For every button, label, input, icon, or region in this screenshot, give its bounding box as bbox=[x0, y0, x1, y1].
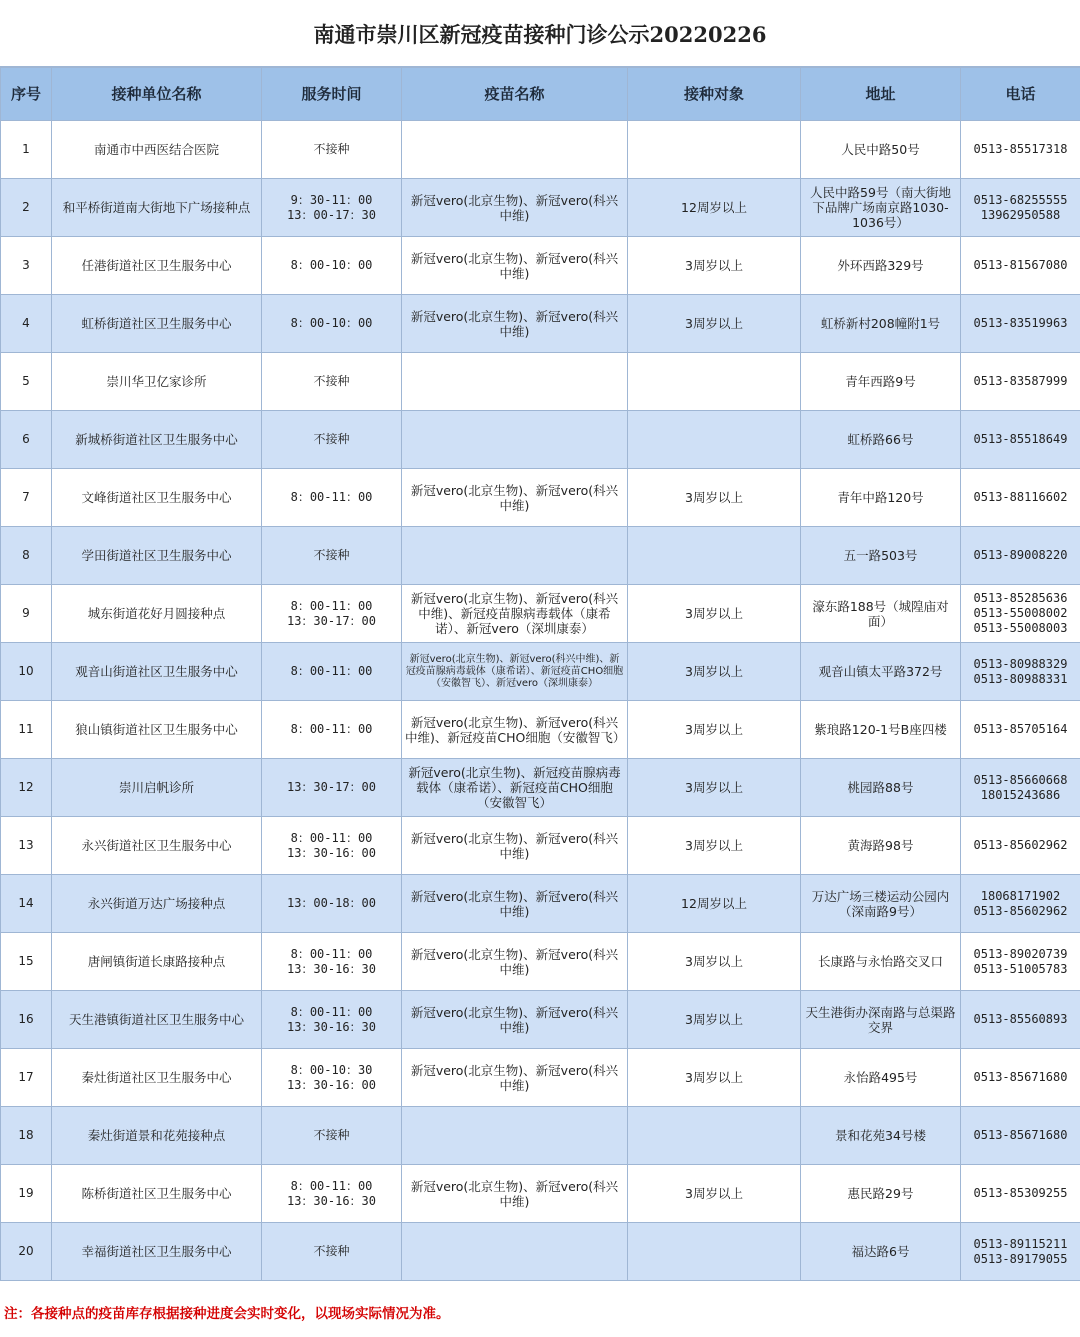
row-number: 2 bbox=[1, 179, 52, 237]
unit-name: 唐闸镇街道长康路接种点 bbox=[52, 933, 262, 991]
target-group: 3周岁以上 bbox=[628, 237, 801, 295]
table-row bbox=[1, 701, 1080, 759]
address: 桃园路88号 bbox=[801, 759, 961, 817]
table-row bbox=[1, 1223, 1080, 1281]
phone bbox=[961, 1107, 1080, 1165]
service-time-line: 8：00-11：00 bbox=[290, 664, 373, 678]
vaccine-name: 新冠vero(北京生物)、新冠vero(科兴中维)、新冠疫苗腺病毒载体（康希诺）、新冠vero（深圳康泰） bbox=[402, 585, 628, 643]
service-time bbox=[262, 411, 402, 469]
row-number: 7 bbox=[1, 469, 52, 527]
address: 青年中路120号 bbox=[801, 469, 961, 527]
service-time-line: 13：00-17：30 bbox=[286, 207, 377, 222]
unit-name: 秦灶街道景和花苑接种点 bbox=[52, 1107, 262, 1165]
service-time-line: 13：30-16：30 bbox=[286, 1193, 377, 1208]
table-row bbox=[1, 817, 1080, 875]
service-time-line: 不接种 bbox=[313, 1244, 350, 1258]
header-phone: 电话 bbox=[961, 68, 1080, 121]
header-unit-name: 接种单位名称 bbox=[52, 68, 262, 121]
header-target: 接种对象 bbox=[628, 68, 801, 121]
phone-line: 0513-55008002 bbox=[973, 606, 1068, 620]
vaccine-name: 新冠vero(北京生物)、新冠vero(科兴中维) bbox=[402, 295, 628, 353]
vaccine-name: 新冠vero(北京生物)、新冠vero(科兴中维) bbox=[402, 875, 628, 933]
table-row bbox=[1, 933, 1080, 991]
service-time bbox=[262, 237, 402, 295]
service-time-line: 8：00-11：00 bbox=[290, 830, 373, 845]
service-time bbox=[262, 1107, 402, 1165]
target-group: 3周岁以上 bbox=[628, 643, 801, 701]
table-row bbox=[1, 759, 1080, 817]
table-row bbox=[1, 875, 1080, 933]
address: 天生港街办深南路与总渠路交界 bbox=[801, 991, 961, 1049]
unit-name: 虹桥街道社区卫生服务中心 bbox=[52, 295, 262, 353]
unit-name: 永兴街道万达广场接种点 bbox=[52, 875, 262, 933]
service-time-line: 不接种 bbox=[313, 1128, 350, 1142]
phone-line: 18015243686 bbox=[980, 787, 1061, 802]
row-number: 4 bbox=[1, 295, 52, 353]
table-header-row bbox=[1, 68, 1080, 121]
service-time bbox=[262, 701, 402, 759]
row-number: 17 bbox=[1, 1049, 52, 1107]
service-time-line: 8：00-10：30 bbox=[290, 1062, 373, 1077]
unit-name: 文峰街道社区卫生服务中心 bbox=[52, 469, 262, 527]
header-vaccine-name: 疫苗名称 bbox=[402, 68, 628, 121]
target-group: 3周岁以上 bbox=[628, 585, 801, 643]
vaccine-name: 新冠vero(北京生物)、新冠vero(科兴中维)、新冠疫苗CHO细胞（安徽智飞） bbox=[402, 701, 628, 759]
target-group bbox=[628, 411, 801, 469]
row-number: 20 bbox=[1, 1223, 52, 1281]
service-time-line: 13：30-16：00 bbox=[286, 845, 377, 860]
service-time bbox=[262, 179, 402, 237]
row-number: 8 bbox=[1, 527, 52, 585]
service-time-line: 8：00-10：00 bbox=[290, 316, 373, 330]
service-time-line: 8：00-11：00 bbox=[290, 1178, 373, 1193]
target-group bbox=[628, 121, 801, 179]
address: 永怡路495号 bbox=[801, 1049, 961, 1107]
service-time-line: 13：30-16：00 bbox=[286, 1077, 377, 1092]
vaccine-name: 新冠vero(北京生物)、新冠vero(科兴中维) bbox=[402, 469, 628, 527]
table-row bbox=[1, 585, 1080, 643]
phone-line: 0513-83587999 bbox=[973, 374, 1068, 388]
service-time-line: 8：00-11：00 bbox=[290, 1004, 373, 1019]
phone bbox=[961, 527, 1080, 585]
address: 五一路503号 bbox=[801, 527, 961, 585]
table-body bbox=[1, 121, 1080, 1281]
unit-name: 南通市中西医结合医院 bbox=[52, 121, 262, 179]
target-group: 3周岁以上 bbox=[628, 1165, 801, 1223]
service-time bbox=[262, 1165, 402, 1223]
table-row bbox=[1, 1165, 1080, 1223]
phone-line: 0513-55008003 bbox=[973, 621, 1068, 635]
vaccine-name: 新冠vero(北京生物)、新冠疫苗腺病毒载体（康希诺）、新冠疫苗CHO细胞（安徽智飞） bbox=[402, 759, 628, 817]
address: 青年西路9号 bbox=[801, 353, 961, 411]
vaccination-table bbox=[0, 67, 1080, 1281]
target-group: 3周岁以上 bbox=[628, 933, 801, 991]
row-number: 19 bbox=[1, 1165, 52, 1223]
target-group: 12周岁以上 bbox=[628, 875, 801, 933]
row-number: 3 bbox=[1, 237, 52, 295]
vaccine-name: 新冠vero(北京生物)、新冠vero(科兴中维) bbox=[402, 237, 628, 295]
table-row bbox=[1, 527, 1080, 585]
address: 人民中路50号 bbox=[801, 121, 961, 179]
target-group: 12周岁以上 bbox=[628, 179, 801, 237]
unit-name: 崇川华卫亿家诊所 bbox=[52, 353, 262, 411]
target-group: 3周岁以上 bbox=[628, 1049, 801, 1107]
row-number: 9 bbox=[1, 585, 52, 643]
service-time-line: 不接种 bbox=[313, 548, 350, 562]
unit-name: 永兴街道社区卫生服务中心 bbox=[52, 817, 262, 875]
phone-line: 0513-89115211 bbox=[973, 1236, 1068, 1251]
table-row bbox=[1, 469, 1080, 527]
vaccine-name bbox=[402, 1107, 628, 1165]
phone bbox=[961, 1223, 1080, 1281]
service-time-line: 13：30-16：30 bbox=[286, 1019, 377, 1034]
address: 濠东路188号（城隍庙对面） bbox=[801, 585, 961, 643]
table-row bbox=[1, 411, 1080, 469]
phone-line: 0513-89008220 bbox=[973, 548, 1068, 562]
unit-name: 任港街道社区卫生服务中心 bbox=[52, 237, 262, 295]
phone-line: 0513-51005783 bbox=[973, 961, 1068, 976]
service-time bbox=[262, 295, 402, 353]
service-time bbox=[262, 353, 402, 411]
unit-name: 和平桥街道南大街地下广场接种点 bbox=[52, 179, 262, 237]
phone-line: 18068171902 bbox=[980, 888, 1061, 903]
table-row bbox=[1, 295, 1080, 353]
service-time bbox=[262, 469, 402, 527]
header-no: 序号 bbox=[1, 68, 52, 121]
target-group: 3周岁以上 bbox=[628, 295, 801, 353]
phone-line: 0513-89020739 bbox=[973, 946, 1068, 961]
table-row bbox=[1, 179, 1080, 237]
row-number: 13 bbox=[1, 817, 52, 875]
phone bbox=[961, 817, 1080, 875]
target-group: 3周岁以上 bbox=[628, 817, 801, 875]
phone-line: 0513-80988329 bbox=[973, 656, 1068, 671]
unit-name: 天生港镇街道社区卫生服务中心 bbox=[52, 991, 262, 1049]
target-group bbox=[628, 353, 801, 411]
vaccine-name bbox=[402, 527, 628, 585]
target-group bbox=[628, 1223, 801, 1281]
service-time bbox=[262, 527, 402, 585]
table-row bbox=[1, 1107, 1080, 1165]
phone bbox=[961, 353, 1080, 411]
service-time bbox=[262, 875, 402, 933]
row-number: 15 bbox=[1, 933, 52, 991]
phone-line: 0513-68255555 bbox=[973, 192, 1068, 207]
vaccine-name: 新冠vero(北京生物)、新冠vero(科兴中维)、新冠疫苗腺病毒载体（康希诺）、新冠疫苗CHO细胞（安徽智飞）、新冠vero（深圳康泰） bbox=[402, 643, 628, 701]
phone bbox=[961, 759, 1080, 817]
phone bbox=[961, 701, 1080, 759]
phone-line: 0513-85309255 bbox=[973, 1186, 1068, 1200]
row-number: 6 bbox=[1, 411, 52, 469]
row-number: 18 bbox=[1, 1107, 52, 1165]
table-row bbox=[1, 1049, 1080, 1107]
service-time-line: 13：00-18：00 bbox=[286, 896, 377, 910]
service-time-line: 13：30-17：00 bbox=[286, 613, 377, 628]
vaccine-name bbox=[402, 411, 628, 469]
page-title: 南通市崇川区新冠疫苗接种门诊公示20220226 bbox=[0, 0, 1080, 67]
phone bbox=[961, 411, 1080, 469]
target-group: 3周岁以上 bbox=[628, 701, 801, 759]
phone bbox=[961, 875, 1080, 933]
unit-name: 新城桥街道社区卫生服务中心 bbox=[52, 411, 262, 469]
phone bbox=[961, 643, 1080, 701]
table-row bbox=[1, 121, 1080, 179]
footnote: 注：各接种点的疫苗库存根据接种进度会实时变化，以现场实际情况为准。 bbox=[4, 1306, 450, 1322]
service-time-line: 13：30-17：00 bbox=[286, 780, 377, 794]
phone-line: 0513-85517318 bbox=[973, 142, 1068, 156]
service-time bbox=[262, 1049, 402, 1107]
target-group bbox=[628, 527, 801, 585]
table-row bbox=[1, 237, 1080, 295]
header-service-time: 服务时间 bbox=[262, 68, 402, 121]
service-time-line: 8：00-11：00 bbox=[290, 722, 373, 736]
unit-name: 幸福街道社区卫生服务中心 bbox=[52, 1223, 262, 1281]
table-row bbox=[1, 643, 1080, 701]
service-time-line: 不接种 bbox=[313, 432, 350, 446]
service-time bbox=[262, 759, 402, 817]
phone bbox=[961, 1049, 1080, 1107]
service-time bbox=[262, 817, 402, 875]
vaccine-name bbox=[402, 353, 628, 411]
service-time bbox=[262, 585, 402, 643]
phone bbox=[961, 991, 1080, 1049]
phone bbox=[961, 179, 1080, 237]
phone-line: 0513-89179055 bbox=[973, 1251, 1068, 1266]
target-group: 3周岁以上 bbox=[628, 991, 801, 1049]
header-address: 地址 bbox=[801, 68, 961, 121]
target-group: 3周岁以上 bbox=[628, 469, 801, 527]
phone-line: 0513-85518649 bbox=[973, 432, 1068, 446]
service-time bbox=[262, 643, 402, 701]
address: 惠民路29号 bbox=[801, 1165, 961, 1223]
phone bbox=[961, 121, 1080, 179]
address: 外环西路329号 bbox=[801, 237, 961, 295]
unit-name: 狼山镇街道社区卫生服务中心 bbox=[52, 701, 262, 759]
vaccine-name: 新冠vero(北京生物)、新冠vero(科兴中维) bbox=[402, 817, 628, 875]
target-group: 3周岁以上 bbox=[628, 759, 801, 817]
service-time-line: 8：00-11：00 bbox=[290, 946, 373, 961]
vaccine-name: 新冠vero(北京生物)、新冠vero(科兴中维) bbox=[402, 933, 628, 991]
vaccine-name: 新冠vero(北京生物)、新冠vero(科兴中维) bbox=[402, 179, 628, 237]
vaccine-name bbox=[402, 121, 628, 179]
phone-line: 0513-81567080 bbox=[973, 258, 1068, 272]
vaccine-name: 新冠vero(北京生物)、新冠vero(科兴中维) bbox=[402, 1049, 628, 1107]
phone-line: 0513-83519963 bbox=[973, 316, 1068, 330]
phone-line: 13962950588 bbox=[980, 207, 1061, 222]
phone-line: 0513-88116602 bbox=[973, 490, 1068, 504]
phone bbox=[961, 585, 1080, 643]
service-time bbox=[262, 121, 402, 179]
address: 长康路与永怡路交叉口 bbox=[801, 933, 961, 991]
service-time-line: 不接种 bbox=[313, 374, 350, 388]
table-row bbox=[1, 991, 1080, 1049]
phone bbox=[961, 1165, 1080, 1223]
row-number: 16 bbox=[1, 991, 52, 1049]
service-time-line: 8：00-10：00 bbox=[290, 258, 373, 272]
address: 景和花苑34号楼 bbox=[801, 1107, 961, 1165]
address: 虹桥路66号 bbox=[801, 411, 961, 469]
phone-line: 0513-85560893 bbox=[973, 1012, 1068, 1026]
phone-line: 0513-85705164 bbox=[973, 722, 1068, 736]
vaccine-name: 新冠vero(北京生物)、新冠vero(科兴中维) bbox=[402, 991, 628, 1049]
service-time-line: 不接种 bbox=[313, 142, 350, 156]
address: 福达路6号 bbox=[801, 1223, 961, 1281]
phone-line: 0513-85671680 bbox=[973, 1128, 1068, 1142]
target-group bbox=[628, 1107, 801, 1165]
service-time-line: 13：30-16：30 bbox=[286, 961, 377, 976]
address: 黄海路98号 bbox=[801, 817, 961, 875]
phone-line: 0513-85285636 bbox=[973, 591, 1068, 605]
row-number: 5 bbox=[1, 353, 52, 411]
address: 人民中路59号（南大街地下品牌广场南京路1030-1036号） bbox=[801, 179, 961, 237]
row-number: 14 bbox=[1, 875, 52, 933]
unit-name: 陈桥街道社区卫生服务中心 bbox=[52, 1165, 262, 1223]
phone-line: 0513-85660668 bbox=[973, 772, 1068, 787]
unit-name: 学田街道社区卫生服务中心 bbox=[52, 527, 262, 585]
address: 虹桥新村208幢附1号 bbox=[801, 295, 961, 353]
vaccine-name: 新冠vero(北京生物)、新冠vero(科兴中维) bbox=[402, 1165, 628, 1223]
address: 观音山镇太平路372号 bbox=[801, 643, 961, 701]
service-time bbox=[262, 991, 402, 1049]
phone-line: 0513-85602962 bbox=[973, 838, 1068, 852]
vaccine-name bbox=[402, 1223, 628, 1281]
table-row bbox=[1, 353, 1080, 411]
unit-name: 秦灶街道社区卫生服务中心 bbox=[52, 1049, 262, 1107]
unit-name: 崇川启帆诊所 bbox=[52, 759, 262, 817]
phone-line: 0513-85602962 bbox=[973, 903, 1068, 918]
service-time bbox=[262, 933, 402, 991]
phone-line: 0513-80988331 bbox=[973, 671, 1068, 686]
service-time-line: 8：00-11：00 bbox=[290, 598, 373, 613]
phone bbox=[961, 933, 1080, 991]
phone bbox=[961, 295, 1080, 353]
service-time-line: 9：30-11：00 bbox=[290, 192, 373, 207]
row-number: 12 bbox=[1, 759, 52, 817]
row-number: 1 bbox=[1, 121, 52, 179]
address: 万达广场三楼运动公园内（深南路9号） bbox=[801, 875, 961, 933]
row-number: 10 bbox=[1, 643, 52, 701]
service-time-line: 8：00-11：00 bbox=[290, 490, 373, 504]
phone-line: 0513-85671680 bbox=[973, 1070, 1068, 1084]
unit-name: 城东街道花好月圆接种点 bbox=[52, 585, 262, 643]
row-number: 11 bbox=[1, 701, 52, 759]
unit-name: 观音山街道社区卫生服务中心 bbox=[52, 643, 262, 701]
service-time bbox=[262, 1223, 402, 1281]
address: 紫琅路120-1号B座四楼 bbox=[801, 701, 961, 759]
phone bbox=[961, 469, 1080, 527]
phone bbox=[961, 237, 1080, 295]
